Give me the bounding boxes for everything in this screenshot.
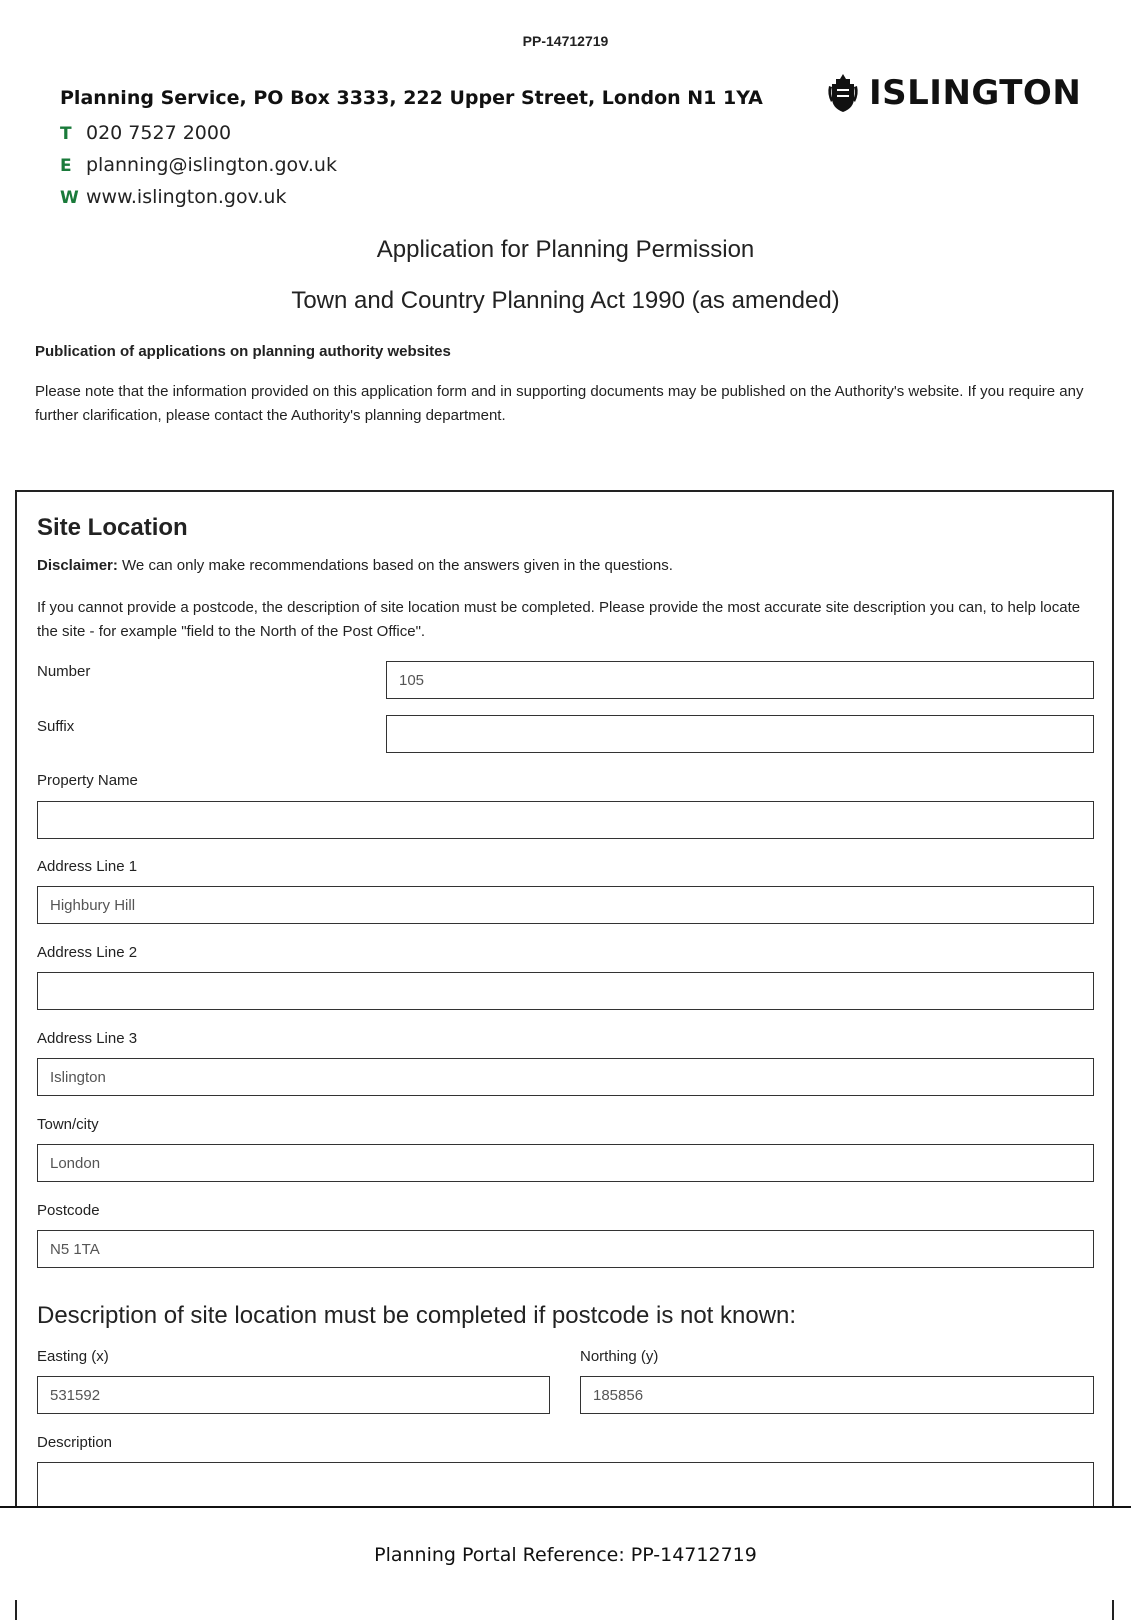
- description-heading: Description of site location must be completed if postcode is not known:: [37, 1302, 797, 1329]
- number-label: Number: [37, 663, 91, 680]
- council-address: Planning Service, PO Box 3333, 222 Upper Street, London N1 1YA: [60, 87, 763, 109]
- disclaimer-text: We can only make recommendations based on the answers given in the questions.: [117, 557, 673, 574]
- easting-label: Easting (x): [37, 1348, 109, 1365]
- footer-reference: Planning Portal Reference: PP-14712719: [374, 1544, 757, 1566]
- address-line-3-label: Address Line 3: [37, 1030, 138, 1047]
- reference-number: PP-14712719: [522, 33, 609, 49]
- address-line-3-field[interactable]: Islington: [37, 1058, 1094, 1096]
- phone-number: 020 7527 2000: [86, 122, 232, 144]
- contact-letter-w: W: [60, 188, 79, 208]
- logo-wordmark: ISLINGTON: [869, 73, 1082, 113]
- disclaimer: [37, 557, 673, 574]
- islington-logo: [827, 72, 1081, 114]
- website-url: www.islington.gov.uk: [86, 186, 287, 208]
- contact-website: [60, 186, 286, 208]
- contact-letter-e: E: [60, 156, 72, 176]
- page-title: Application for Planning Permission: [376, 236, 755, 263]
- description-label: Description: [37, 1434, 113, 1451]
- town-city-field[interactable]: London: [37, 1144, 1094, 1182]
- address-line-2-label: Address Line 2: [37, 944, 138, 961]
- contact-letter-t: T: [60, 124, 72, 144]
- number-field[interactable]: 105: [386, 661, 1094, 699]
- crest-icon: [827, 72, 859, 114]
- postcode-label: Postcode: [37, 1202, 100, 1219]
- publication-text: Please note that the information provided on this application form and in supporting documents may be published on the Authority's website. If you require any further clarification, please contact the Authority's planning department.: [35, 383, 1084, 424]
- suffix-label: Suffix: [37, 718, 75, 735]
- easting-field[interactable]: 531592: [37, 1376, 550, 1414]
- publication-heading: Publication of applications on planning authority websites: [35, 343, 451, 360]
- section-title: Site Location: [37, 514, 188, 541]
- town-city-label: Town/city: [37, 1116, 99, 1133]
- postcode-info-text: If you cannot provide a postcode, the description of site location must be completed. Please provide the most accurate site description you can, to help locate the site - for example "field to the North of the Post Office".: [37, 599, 1081, 640]
- page-subtitle: Town and Country Planning Act 1990 (as amended): [291, 287, 840, 314]
- suffix-field[interactable]: [386, 715, 1094, 753]
- postcode-field[interactable]: N5 1TA: [37, 1230, 1094, 1268]
- contact-phone: [60, 122, 231, 144]
- property-name-label: Property Name: [37, 772, 138, 789]
- northing-label: Northing (y): [580, 1348, 659, 1365]
- contact-email: [60, 154, 337, 176]
- disclaimer-label: Disclaimer:: [37, 557, 118, 574]
- address-line-1-field[interactable]: Highbury Hill: [37, 886, 1094, 924]
- email-address: planning@islington.gov.uk: [86, 154, 337, 176]
- address-line-1-label: Address Line 1: [37, 858, 138, 875]
- northing-field[interactable]: 185856: [580, 1376, 1094, 1414]
- footer-divider: [0, 1506, 1131, 1508]
- site-location-section: [15, 490, 1114, 1620]
- address-line-2-field[interactable]: [37, 972, 1094, 1010]
- property-name-field[interactable]: [37, 801, 1094, 839]
